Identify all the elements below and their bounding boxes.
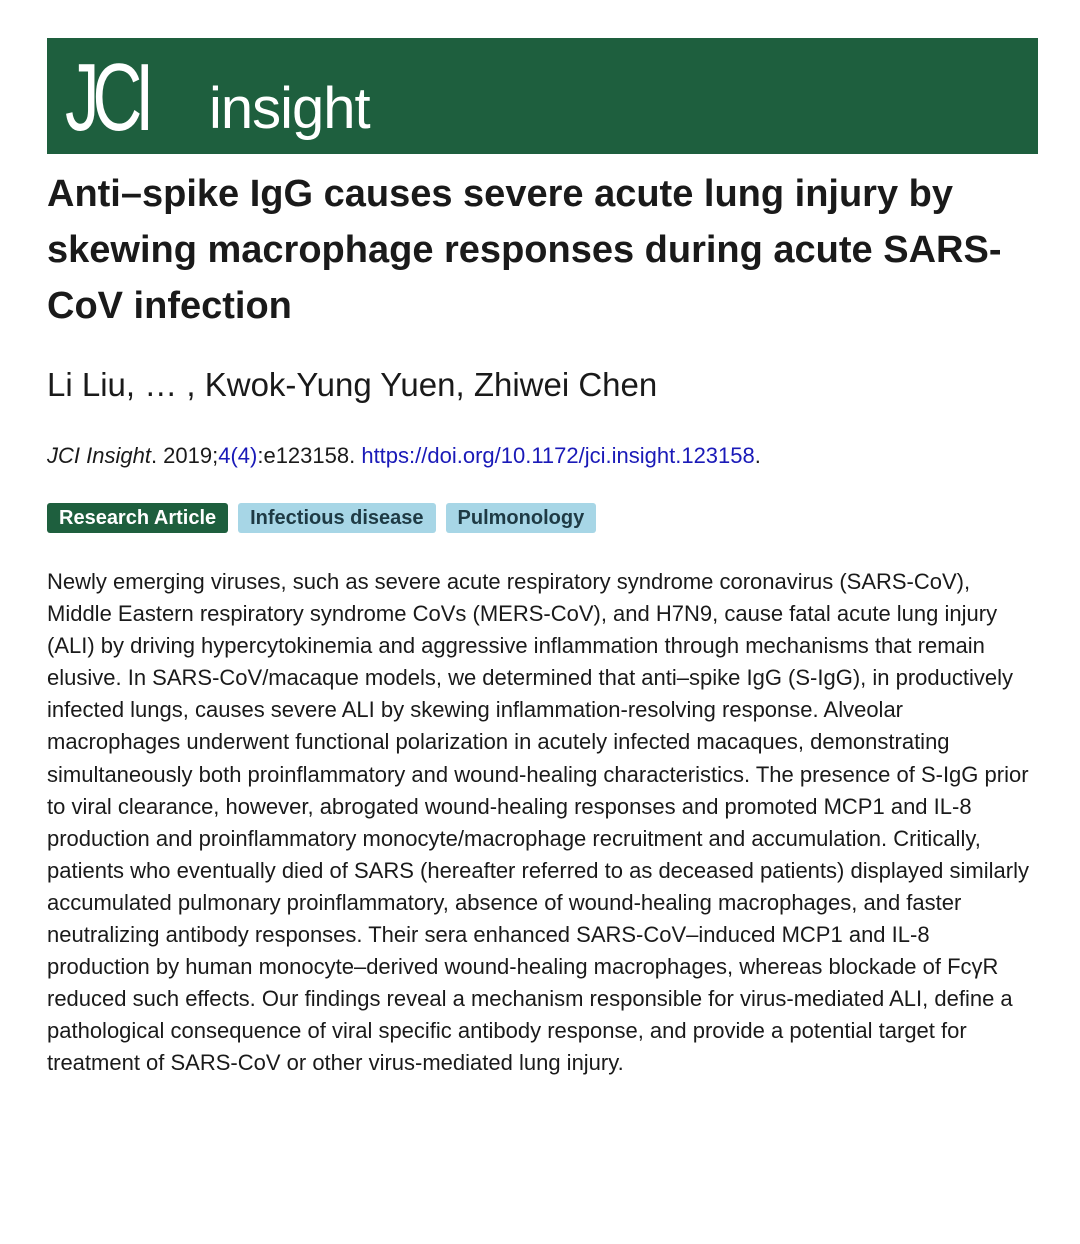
tag-infectious-disease[interactable]: Infectious disease (238, 503, 435, 533)
citation-article-id: :e123158. (257, 443, 362, 468)
journal-logo[interactable] (65, 44, 370, 151)
tag-pulmonology[interactable]: Pulmonology (446, 503, 597, 533)
citation-end: . (754, 443, 761, 468)
article-citation (47, 440, 1037, 472)
citation-volume-link[interactable]: 4(4) (218, 443, 258, 468)
logo-insight-text: insight (209, 76, 370, 141)
doi-link[interactable]: https://doi.org/10.1172/jci.insight.123158 (361, 443, 755, 468)
tag-research-article[interactable]: Research Article (47, 503, 228, 533)
citation-year: . 2019; (150, 443, 219, 468)
journal-banner (47, 38, 1038, 154)
article-title: Anti–spike IgG causes severe acute lung injury by skewing macrophage responses during acute SARS-CoV infection (47, 173, 1002, 327)
citation-journal: JCI Insight (47, 443, 151, 468)
article-abstract: Newly emerging viruses, such as severe acute respiratory syndrome coronavirus (SARS-CoV), Middle Eastern respiratory syndrome CoVs (MERS-CoV), and H7N9, cause fatal acute lung injury (ALI) by driving hypercytokinemia and aggressive inflammation through mechanisms that remain elusive. In SARS-CoV/macaque models, we determined that anti–spike IgG (S-IgG), in productively infected lungs, causes severe ALI by skewing inflammation-resolving response. Alveolar macrophages underwent functional polarization in acutely infected macaques, demonstrating simultaneously both proinflammatory and wound-healing characteristics. The presence of S-IgG prior to viral clearance, however, abrogated wound-healing responses and promoted MCP1 and IL-8 production and proinflammatory monocyte/macrophage recruitment and accumulation. Critically, patients who eventually died of SARS (hereafter referred to as deceased patients) displayed similarly accumulated pulmonary proinflammatory, absence of wound-healing macrophages, and faster neutralizing antibody responses. Their sera enhanced SARS-CoV–induced MCP1 and IL-8 production by human monocyte–derived wound-healing macrophages, whereas blockade of FcγR reduced such effects. Our findings reveal a mechanism responsible for virus-mediated ALI, define a pathological consequence of viral specific antibody response, and provide a potential target for treatment of SARS-CoV or other virus-mediated lung injury. (47, 569, 1029, 1076)
article-authors: Li Liu, … , Kwok-Yung Yuen, Zhiwei Chen (47, 366, 658, 403)
logo-jci-text: JCI (65, 44, 148, 151)
article-tags (47, 503, 596, 533)
